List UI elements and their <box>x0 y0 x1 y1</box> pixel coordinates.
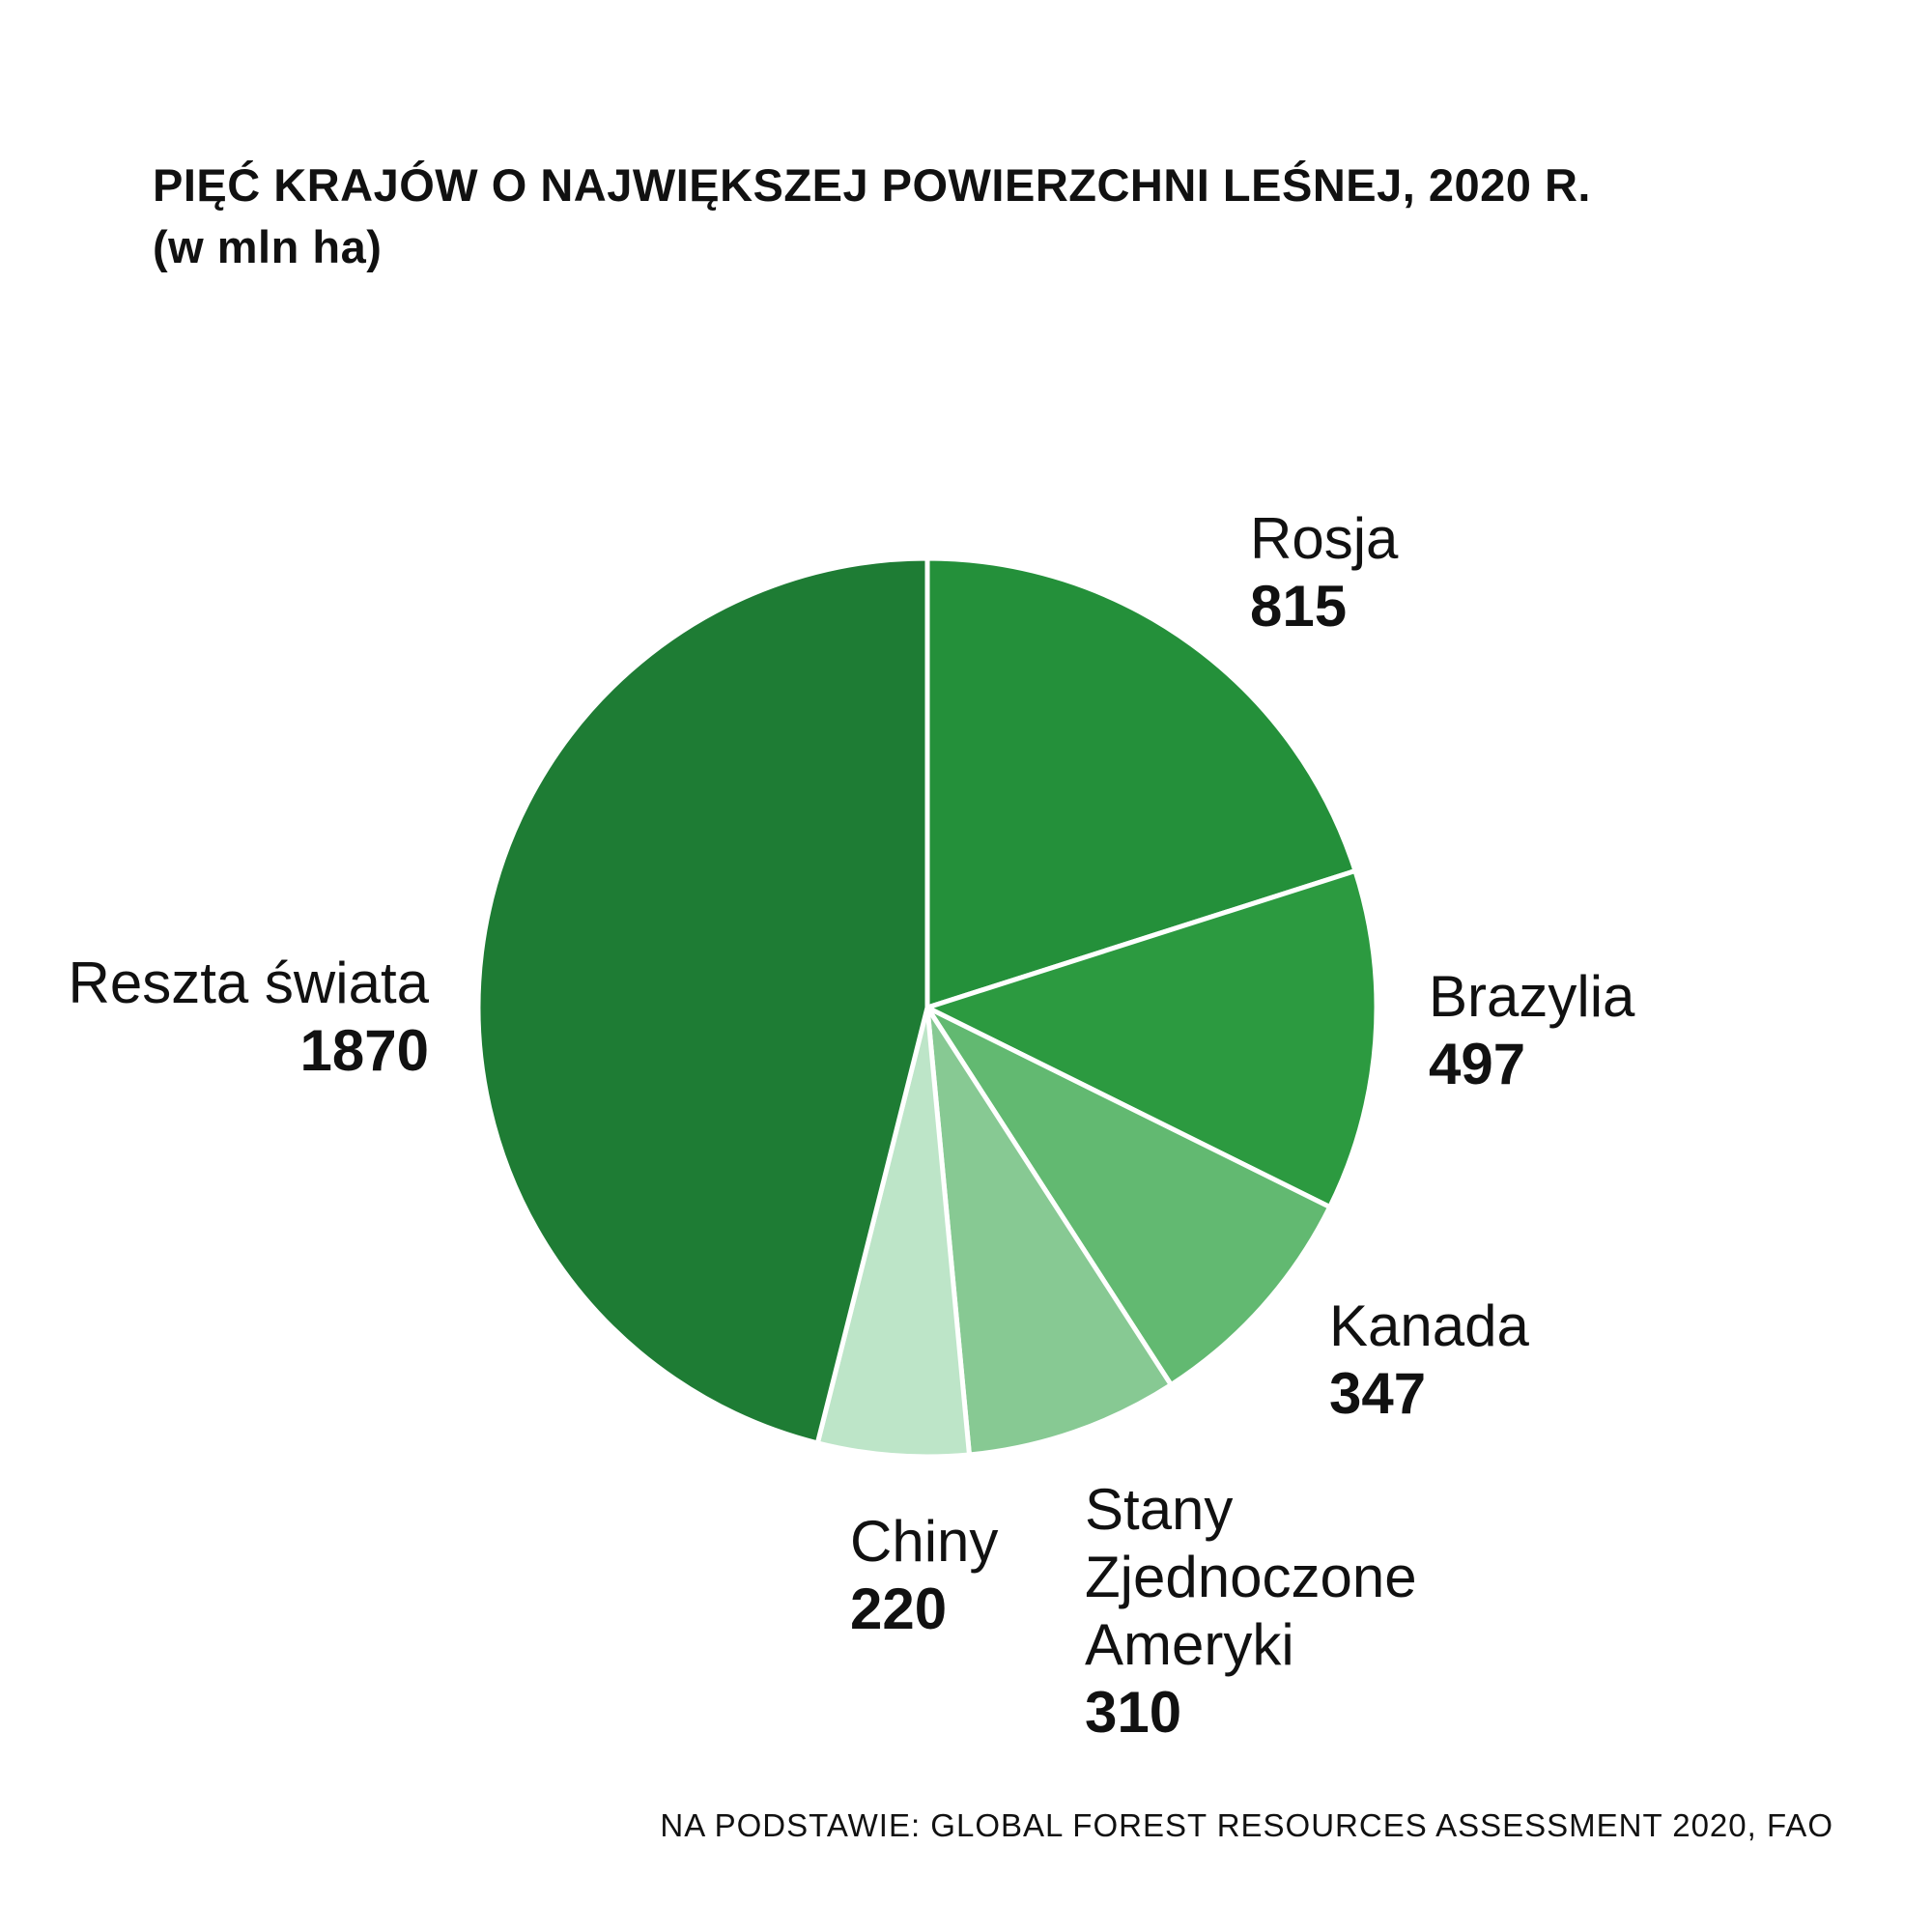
source-note: NA PODSTAWIE: GLOBAL FOREST RESOURCES ASSESSMENT 2020, FAO <box>660 1807 1833 1843</box>
label-usa <box>1085 1476 1471 1747</box>
label-chiny <box>850 1508 998 1643</box>
slice-value: 347 <box>1329 1361 1427 1426</box>
slice-label-text: Stany Zjednoczone Ameryki <box>1085 1477 1417 1677</box>
slice-value: 815 <box>1250 574 1348 639</box>
slice-label: Reszta świata <box>68 951 429 1015</box>
slice-label: Brazylia <box>1429 964 1635 1029</box>
slice-value: 497 <box>1429 1032 1526 1096</box>
slice-label: Rosja <box>1250 506 1399 571</box>
slice-label: Kanada <box>1329 1293 1529 1358</box>
label-kanada <box>1329 1293 1529 1428</box>
slice-label: Chiny <box>850 1509 999 1574</box>
label-brazylia <box>1429 963 1634 1098</box>
label-rosja <box>1250 505 1398 640</box>
slice-label <box>1085 1476 1471 1679</box>
chart-subtitle: (w mln ha) <box>153 221 383 272</box>
label-reszta-swiata <box>69 950 429 1085</box>
slice-value: 1870 <box>299 1018 429 1083</box>
slice-value: 310 <box>1085 1680 1182 1745</box>
chart-title: PIĘĆ KRAJÓW O NAJWIĘKSZEJ POWIERZCHNI LEŚNEJ, 2020 R. <box>153 159 1591 211</box>
slice-value: 220 <box>850 1577 948 1641</box>
